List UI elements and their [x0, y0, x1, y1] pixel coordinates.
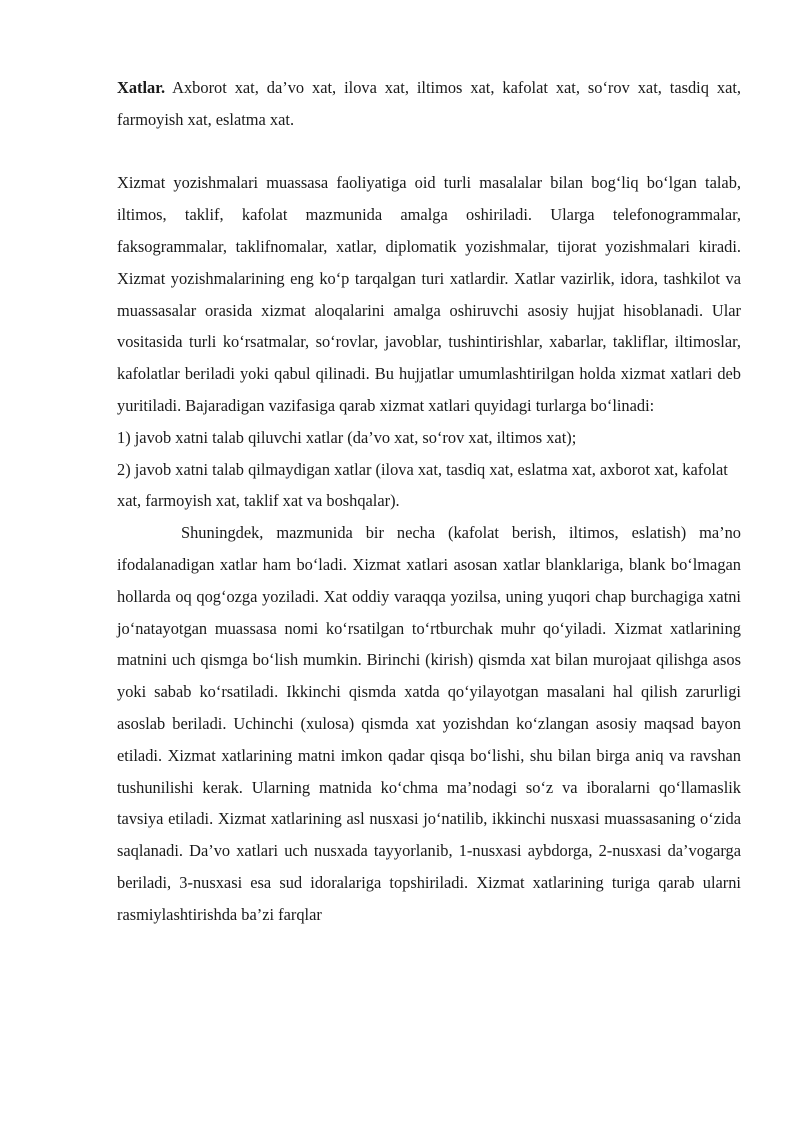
body-paragraph-2: Shuningdek, mazmunida bir necha (kafolat berish, iltimos, eslatish) ma’no ifodalanadigan xatlar ham bo‘ladi. Xizmat xatlari asosan xatlar blanklariga, blank bo‘lmagan hollarda oq qog‘ozga yoziladi. Xat oddiy varaqqa yozilsa, uning yuqori chap burchagiga xatni jo‘natayotgan muassasa nomi ko‘rsatilgan to‘rtburchak muhr qo‘yiladi. Xizmat xatlarining matnini uch qismga bo‘lish mumkin. Birinchi (kirish) qismda xat bilan murojaat qilishga asos yoki sabab ko‘rsatiladi. Ikkinchi qismda xatda qo‘yilayotgan masalani hal qilish zarurligi asoslab beriladi. Uchinchi (xulosa) qismda xat yozishdan ko‘zlangan asosiy maqsad bayon etiladi. Xizmat xatlarining matni imkon qadar qisqa bo‘lishi, shu bilan birga aniq va ravshan tushunilishi kerak. Ularning matnida ko‘chma ma’nodagi so‘z va iboralarni qo‘llamaslik tavsiya etiladi. Xizmat xatlarining asl nusxasi jo‘natilib, ikkinchi nusxasi muassasaning o‘zida saqlanadi. Da’vo xatlari uch nusxada tayyorlanib, 1-nusxasi aybdorga, 2-nusxasi da’vogarga beriladi, 3-nusxasi esa sud idoralariga topshiriladi. Xizmat xatlarining turiga qarab ularni rasmiylashtirishda ba’zi farqlar — [117, 523, 741, 924]
intro-text: Axborot xat, da’vo xat, ilova xat, iltimos xat, kafolat xat, so‘rov xat, tasdiq xat, farmoyish xat, eslatma xat. — [117, 78, 741, 129]
list-item-1: 1) javob xatni talab qiluvchi xatlar (da’vo xat, so‘rov xat, iltimos xat); — [117, 427, 577, 447]
paragraph-gap — [117, 136, 741, 168]
document-page — [117, 72, 741, 931]
list-item-2: 2) javob xatni talab qilmaydigan xatlar (ilova xat, tasdiq xat, eslatma xat, axborot xat, kafolat xat, farmoyish xat, taklif xat va boshqalar). — [117, 459, 728, 511]
intro-heading: Xatlar. — [117, 78, 166, 97]
intro-paragraph — [117, 72, 741, 136]
body-paragraph-1: Xizmat yozishmalari muassasa faoliyatiga oid turli masalalar bilan bog‘liq bo‘lgan talab, iltimos, taklif, kafolat mazmunida amalga oshiriladi. Ularga telefonogrammalar, faksogrammalar, taklifnomalar, xatlar, diplomatik yozishmalar, tijorat yozishmalari kiradi. Xizmat yozishmalarining eng ko‘p tarqalgan turi xatlardir. Xatlar vazirlik, idora, tashkilot va muassasalar orasida xizmat aloqalarini amalga oshiruvchi asosiy hujjat hisoblanadi. Ular vositasida turli ko‘rsatmalar, so‘rovlar, javoblar, tushintirishlar, xabarlar, takliflar, iltimoslar, kafolatlar beriladi yoki qabul qilinadi. Bu hujjatlar umumlashtirilgan holda xizmat xatlari deb yuritiladi. Bajaradigan vazifasiga qarab xizmat xatlari quyidagi turlarga bo‘linadi: — [117, 173, 741, 415]
